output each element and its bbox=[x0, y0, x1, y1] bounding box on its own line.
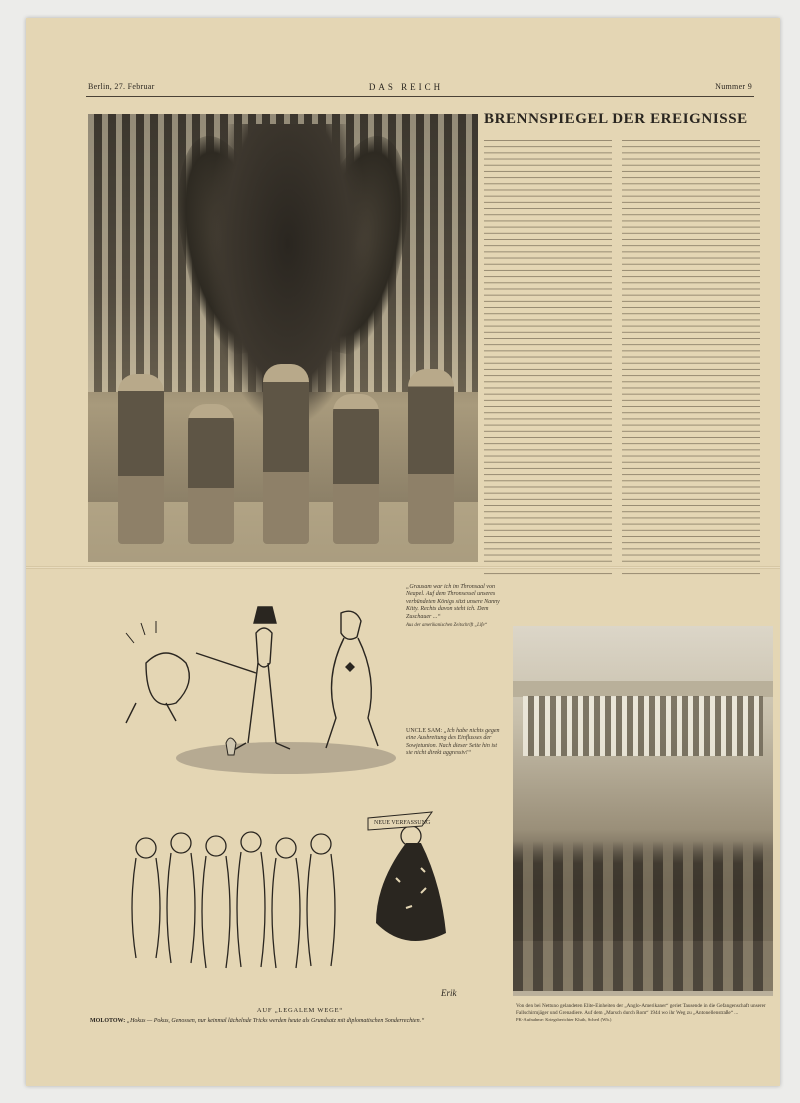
soldier-figure bbox=[188, 404, 234, 544]
monument-roof bbox=[513, 681, 773, 697]
article-column-1 bbox=[484, 140, 612, 578]
monument-colonnade bbox=[523, 696, 763, 756]
crowd-figures bbox=[132, 832, 335, 968]
uncle-sam-quote-text: „Ich habe nichts gegen eine Ausbreitung des Einflusses der Sowjetunion. Nach dieser Seite hin ist sie nicht direkt aggressiv!“ bbox=[406, 728, 500, 757]
stalin-figure bbox=[326, 611, 378, 748]
marching-prisoners bbox=[513, 841, 773, 991]
rome-march-photo bbox=[513, 626, 773, 996]
statue-soldiers-photo bbox=[88, 114, 478, 562]
header-issue: Nummer 9 bbox=[715, 82, 752, 91]
artist-signature: Erik bbox=[441, 988, 457, 998]
soldier-figure bbox=[263, 364, 309, 544]
cartoon2-caption-text: „Hokus — Pokus, Genossen, nur keinmal lächelnde Tricks werden heute als Grundsatz mit diplomatischen Sonderrechten.“ bbox=[126, 1018, 425, 1024]
uncle-sam-quote bbox=[406, 728, 500, 758]
uncle-sam-figure bbox=[196, 607, 290, 751]
cartoon2-title: AUF „LEGALEM WEGE“ bbox=[256, 1007, 344, 1014]
woman-figure bbox=[333, 394, 379, 544]
molotov-figure bbox=[376, 826, 446, 941]
cartoon1-quote bbox=[406, 584, 500, 629]
soldier-figure bbox=[408, 369, 454, 544]
cartoon2-caption bbox=[90, 1018, 490, 1025]
bottle bbox=[226, 738, 236, 755]
king-figure bbox=[126, 621, 189, 723]
flag-text: NEUE VERFASSUNG bbox=[374, 820, 431, 826]
cartoon1-quote-text: „Grausam war ich im Thronsaal von Neapel. Auf dem Thronsessel unseres verbündeten Königs sitzt unsere Nanny Kitty. Rechts davon steht ich. Dem Zuschauer ...“ bbox=[406, 584, 500, 620]
cartoon-uncle-sam bbox=[106, 593, 406, 793]
photo-credit: PK-Aufnahme: Kriegsberichter Kluth, Scherl (Wb.) bbox=[516, 1017, 612, 1023]
photo-caption bbox=[516, 1003, 768, 1024]
cartoon-legal-way bbox=[106, 808, 486, 1003]
header-place-date: Berlin, 27. Februar bbox=[88, 82, 155, 91]
article-column-2 bbox=[622, 140, 760, 578]
photo-caption-text: Von den bei Nettuno gelandeten Elite-Einheiten der „Anglo-Amerikaner“ geriet Tausende in die Gefangenschaft unserer Fallschirmjäger und Grenadiere. Auf dem „Marsch durch Rom“ 1944 wo ihr Weg zu „Antonellenstraße“ ... bbox=[516, 1003, 766, 1016]
header-rule bbox=[86, 96, 754, 97]
uncle-sam-speaker: UNCLE SAM: bbox=[406, 728, 443, 734]
cartoon1-quote-source: Aus der amerikanischen Zeitschrift „Life“ bbox=[406, 623, 488, 629]
cartoon2-speaker: MOLOTOW: bbox=[90, 1018, 126, 1024]
newspaper-page bbox=[26, 18, 780, 1086]
article-title: BRENNSPIEGEL DER EREIGNISSE bbox=[484, 111, 748, 127]
soldier-figure bbox=[118, 374, 164, 544]
header-paper-name: DAS REICH bbox=[368, 82, 444, 92]
